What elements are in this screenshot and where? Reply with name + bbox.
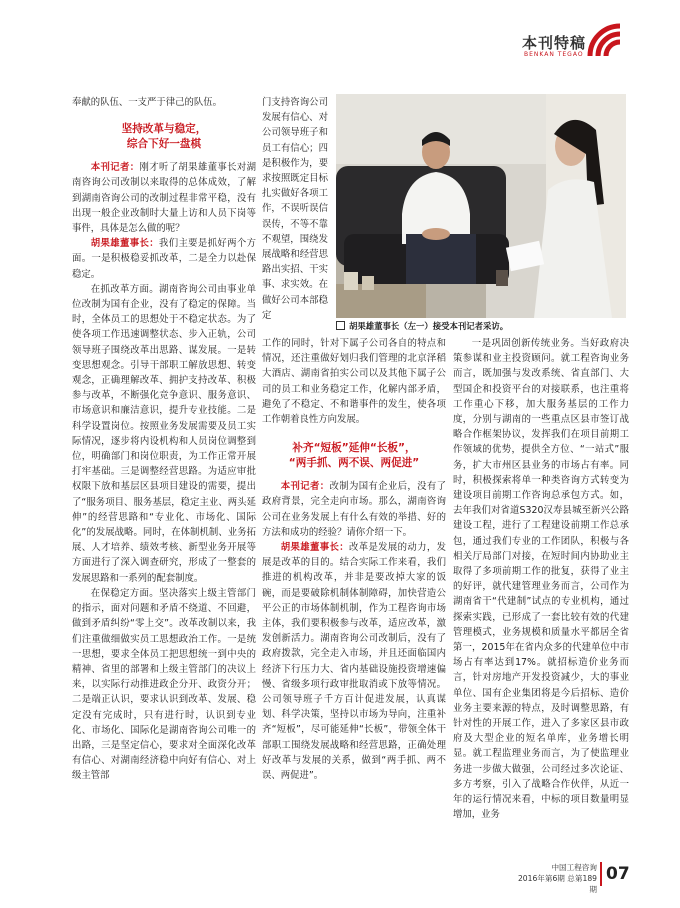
heading-1-line-2: 综合下好一盘棋 (126, 138, 202, 151)
column-2-top (262, 95, 328, 323)
answer-1 (72, 236, 256, 282)
column-3 (453, 336, 629, 823)
paragraph-reform: 在抓改革方面。湖南咨询公司由事业单位改制为国有企业，没有了稳定的保障。当时，全体员工的思想处于不稳定状态。为了使各项工作迅速调整状态、步入正轨，公司领导班子围绕改革出思路、谋发展。一是转变思想观念。引导干部职工解放思想、转变观念，正确理解改革、拥护支持改革、积极参与改革，不断强化竞争意识、服务意识、市场意识和廉洁意识，提升专业技能。二是科学设置岗位。按照业务发展需要及员工实际情况，逐步将内设机构和人员岗位调整到位，明确部门和岗位职责，为工作正常开展打牢基础。三是调整经营思路。为适应审批权限下放和基层区县项目建设的需要，提出了“服务项目、服务基层，稳定主业、两头延伸”的经营思路和“专业化、市场化、国际化”的发展战略。同时，在体制机制、业务拓展、人才培养、绩效考核、新型业务开展等方面进行了深入调查研究，形成了一整套的发展思路和一系列的配套制度。 (72, 283, 256, 584)
section-heading-1 (72, 122, 256, 152)
photo-caption-text: 胡果雄董事长（左一）接受本刊记者采访。 (349, 321, 509, 331)
heading-1-line-1: 坚持改革与稳定， (121, 123, 207, 136)
paragraph-traditional-business: 一是巩固创新传统业务。当好政府决策参谋和业主投资顾问。就工程咨询业务而言，既加强与发改系统、省直部门、大型国企和投资平台的对接联系，也注重将工作重心下移，加大服务基层的工作力度，分别与湖南的一些重点区县市签订战略合作框架协议，发挥我们在项目前期工作领域的优势，提供全方位、“一站式”服务，扩大市州区县业务的市场占有率。同时，积极探索将单一种类咨询方式转变为建设项目前期工作咨询总承包方式。如，去年我们对省道S320汉寿县城至新兴公路建设工程，进行了工程建设前期工作总承包，通过我们专业的工作团队，积极与各相关厅局部门对接，在短时间内协助业主取得了多项前期工作的批复，获得了业主的好评，就代建管理业务而言，公司作为湖南省干“代建制”试点的专业机构，通过探索实践，已形成了一套比较有效的代建管理模式，业务规模和质量水平都居全省第一，2015年在省内众多的代建单位中市场占有率达到17%。就招标造价业务而言，针对房地产开发投资减少，大的事业单位、国有企业集团将是今后招标、造价业务主要来源的特点，及时调整思路，有针对性的开展工作，进入了多家区县市政府及大型企业的短名单库，业务增长明显。就工程监理业务而言，为了使监理业务进一步做大做强，公司经过多次论证、多方考察，引入了战略合作伙伴，从近一年的运行情况来看，中标的项目数量明显增加，业务 (453, 338, 629, 821)
question-1-text: 刚才听了胡果雄董事长对湖南咨询公司改制以来取得的总体成效，了解到湖南咨询公司的改制过程非常平稳，没有出现一般企业改制时大量上访和人员下岗等事件，具体是怎么做的呢？ (72, 162, 256, 235)
interview-photo-illustration (336, 94, 626, 318)
section-heading-2 (262, 441, 446, 471)
section-logo (522, 18, 630, 60)
answer-2-text: 改革是发展的动力，发展是改革的目的。结合实际工作来看，我们推进的机构改革，并非是要改掉大家的饭碗，而是要破除机制体制障碍，加快营造公平公正的市场体制机制，作为工程咨询市场主体，我们要积极参与改革，适应改革，激发创新活力。湖南咨询公司改制后，没有了政府拨款，完全走入市场，并且还面临国内经济下行压力大、省内基础设施投资增速偏慢、省级多项行政审批取消或下放等情况。公司领导班子千方百计促进发展，认真谋划、科学决策，坚持以市场为导向，注重补齐“短板”，尽可能延伸“长板”，带领全体干部职工围绕发展战略和经营思路，正确处理好改革与发展的关系，做到“两手抓、两不误、两促进”。 (262, 542, 446, 782)
photo-caption (336, 319, 626, 333)
section-title: 本刊特稿 (522, 34, 587, 52)
answer-1-text: 我们主要是抓好两个方面。一是积极稳妥抓改革，二是全力以赴保稳定。 (72, 238, 256, 280)
intro-paragraph: 奉献的队伍、一支严于律己的队伍。 (72, 97, 223, 108)
paragraph-continuation: 工作的同时，针对下属子公司各自的特点和情况，还注重做好划归我们管理的北京泽稻大酒店、湖南省拍实公司以及其他下属子公司的员工和业务稳定工作，化解内部矛盾，避免了不稳定、不和谐事件的发生，使各项工作朝着良性方向发展。 (262, 338, 446, 426)
column-2-top-text: 门支持咨询公司发展有信心、对公司领导班子和员工有信心；四是积极作为，要求按照既定目标扎实做好各项工作，不误听误信误传，不等不靠不观望，围绕发展战略和经营思路出实招、干实事、求实效。在做好公司本部稳定 (262, 97, 328, 321)
caption-marker-icon (336, 321, 345, 330)
signal-arcs-icon (582, 18, 630, 58)
issue-info: 2016年第6期 总第189期 (517, 874, 597, 894)
speaker-reporter: 本刊记者： (90, 162, 140, 174)
question-2 (262, 479, 446, 540)
answer-2 (262, 540, 446, 783)
footer-info (515, 862, 597, 895)
interview-photo (336, 94, 626, 318)
question-1 (72, 160, 256, 236)
paragraph-stability: 在保稳定方面。坚决落实上级主管部门的指示，面对问题和矛盾不绕道、不回避，做到矛盾纠纷“零上交”。改革改制以来，我们注重做细做实员工思想政治工作。一是统一思想，要求全体员工把思想统一到中央的精神、省里的部署和上级主管部门的决议上来，以实际行动推进政企分开、政资分开；二是端正认识，要求认识到改革、发展、稳定没有完成时，只有进行时，认识到专业化、市场化、国际化是湖南咨询公司唯一的出路，三是坚定信心，要求对全面深化改革有信心、对湖南经济稳中向好有信心、对上级主管部 (72, 587, 256, 782)
heading-2-line-1: 补齐“短板”延伸“长板”， (292, 442, 416, 455)
footer-divider (600, 862, 602, 886)
speaker-reporter-2: 本刊记者： (280, 481, 330, 493)
magazine-name: 中国工程咨询 (551, 863, 597, 872)
speaker-chairman: 胡果雄董事长： (90, 238, 159, 250)
section-subtitle: BENKAN TEGAO (524, 51, 584, 58)
heading-2-line-2: “两手抓、两不误、两促进” (288, 457, 420, 470)
column-1 (72, 95, 256, 784)
speaker-chairman-2: 胡果雄董事长： (280, 542, 349, 554)
page-margin (0, 0, 18, 908)
page-number: 07 (606, 864, 630, 884)
question-2-text: 改制为国有企业后，没有了政府背景，完全走向市场。那么，湖南咨询公司在业务发展上有什么有效的举措、好的方法和成功的经验？请你介绍一下。 (262, 481, 446, 538)
column-2 (262, 336, 446, 783)
